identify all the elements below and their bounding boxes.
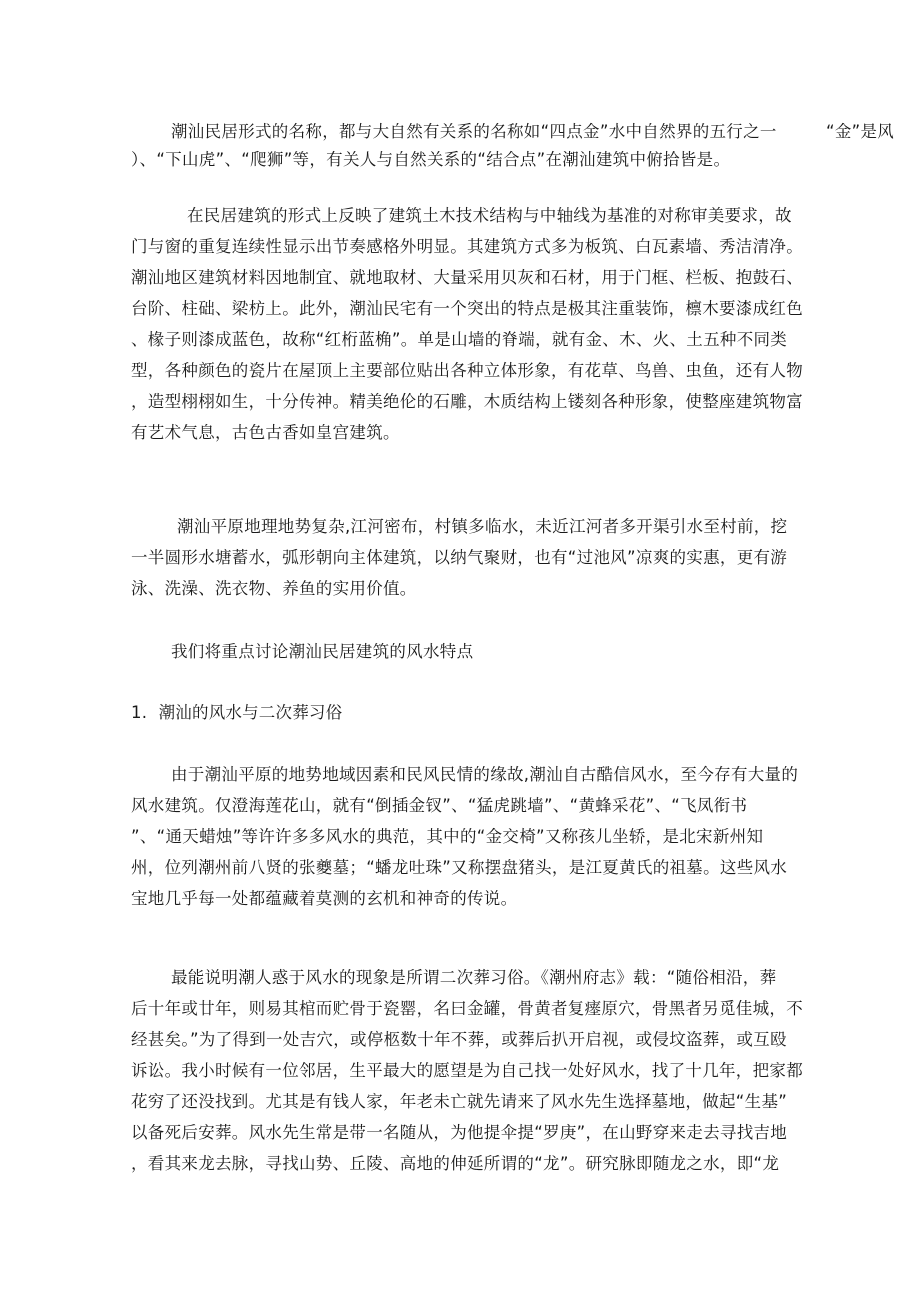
intro-line-1-right: “金”是风 bbox=[826, 122, 895, 141]
burial-line: 后十年或廿年，则易其棺而贮骨于瓷罂，名曰金罐，骨黄者复瘗原穴，骨黑者另觅佳城，不 bbox=[131, 999, 803, 1018]
fengshui-line: 州，位列潮州前八贤的张夔墓；“蟠龙吐珠”又称摆盘猪头，是江夏黄氏的祖墓。这些风水 bbox=[131, 858, 788, 877]
section-heading bbox=[131, 701, 342, 725]
intro-line-1: 潮汕民居形式的名称，都与大自然有关系的名称如“四点金”水中自然界的五行之一 bbox=[171, 122, 777, 141]
burial-line: 经甚矣。”为了得到一处吉穴，或停柩数十年不葬，或葬后扒开启视，或侵坟盗葬，或互殴 bbox=[131, 1030, 787, 1049]
fengshui-line: ”、“通天蜡烛”等许许多多风水的典范，其中的“金交椅”又称孩儿坐轿，是北宋新州知 bbox=[131, 827, 764, 846]
burial-line: 以备死后安葬。风水先生常是带一名随从，为他提伞提“罗庚”，在山野穿来走去寻找吉地 bbox=[131, 1123, 788, 1142]
terrain-line: 一半圆形水塘蓄水，弧形朝向主体建筑，以纳气聚财，也有“过池风”凉爽的实惠，更有游 bbox=[131, 548, 788, 567]
burial-line: 最能说明潮人惑于风水的现象是所谓二次葬习俗。《潮州府志》载：“随俗相沿，葬 bbox=[171, 968, 777, 987]
architecture-line: ，造型栩栩如生，十分传神。精美绝伦的石雕，木质结构上镂刻各种形象，使整座建筑物富 bbox=[131, 392, 803, 411]
burial-line: 花穷了还没找到。尤其是有钱人家，年老未亡就先请来了风水先生选择墓地，做起“生基” bbox=[131, 1092, 788, 1111]
intro-line-2: ）、“下山虎”、“爬狮”等，有关人与自然关系的“结合点”在潮汕建筑中俯拾皆是。 bbox=[131, 150, 731, 169]
burial-line: ，看其来龙去脉，寻找山势、丘陵、高地的伸延所谓的“龙”。研究脉即随龙之水，即“龙 bbox=[131, 1154, 780, 1173]
architecture-line: 门与窗的重复连续性显示出节奏感格外明显。其建筑方式多为板筑、白瓦素墙、秀洁清净。 bbox=[131, 237, 803, 256]
architecture-line: 台阶、柱础、梁枋上。此外，潮汕民宅有一个突出的特点是极其注重装饰，檩木要漆成红色 bbox=[131, 299, 803, 318]
architecture-line: 型，各种颜色的瓷片在屋顶上主要部位贴出各种立体形象，有花草、鸟兽、虫鱼，还有人物 bbox=[131, 361, 803, 380]
architecture-line: 潮汕地区建筑材料因地制宜、就地取材、大量采用贝灰和石材，用于门框、栏板、抱鼓石、 bbox=[131, 268, 803, 287]
section-title: 潮汕的风水与二次葬习俗 bbox=[158, 703, 343, 722]
architecture-line: 在民居建筑的形式上反映了建筑土木技术结构与中轴线为基准的对称审美要求，故 bbox=[187, 206, 792, 225]
architecture-line: 、椽子则漆成蓝色，故称“红桁蓝桷”。单是山墙的脊端，就有金、木、火、土五种不同类 bbox=[131, 330, 788, 349]
topic-line: 我们将重点讨论潮汕民居建筑的风水特点 bbox=[171, 642, 474, 661]
fengshui-line: 风水建筑。仅澄海莲花山，就有“倒插金钗”、“猛虎跳墙”、“黄蜂采花”、“飞凤衔书 bbox=[131, 796, 748, 815]
fengshui-line: 由于潮汕平原的地势地域因素和民风民情的缘故,潮汕自古酷信风水，至今存有大量的 bbox=[171, 765, 799, 784]
terrain-line: 泳、洗澡、洗衣物、养鱼的实用价值。 bbox=[131, 579, 417, 598]
terrain-line: 潮汕平原地理地势复杂,江河密布，村镇多临水，未近江河者多开渠引水至村前，挖 bbox=[177, 517, 788, 536]
architecture-line: 有艺术气息，古色古香如皇宫建筑。 bbox=[131, 423, 400, 442]
section-number: 1. bbox=[131, 703, 148, 722]
burial-line: 诉讼。我小时候有一位邻居，生平最大的愿望是为自己找一处好风水，找了十几年，把家都 bbox=[131, 1061, 803, 1080]
fengshui-line: 宝地几乎每一处都蕴藏着莫测的玄机和神奇的传说。 bbox=[131, 889, 518, 908]
